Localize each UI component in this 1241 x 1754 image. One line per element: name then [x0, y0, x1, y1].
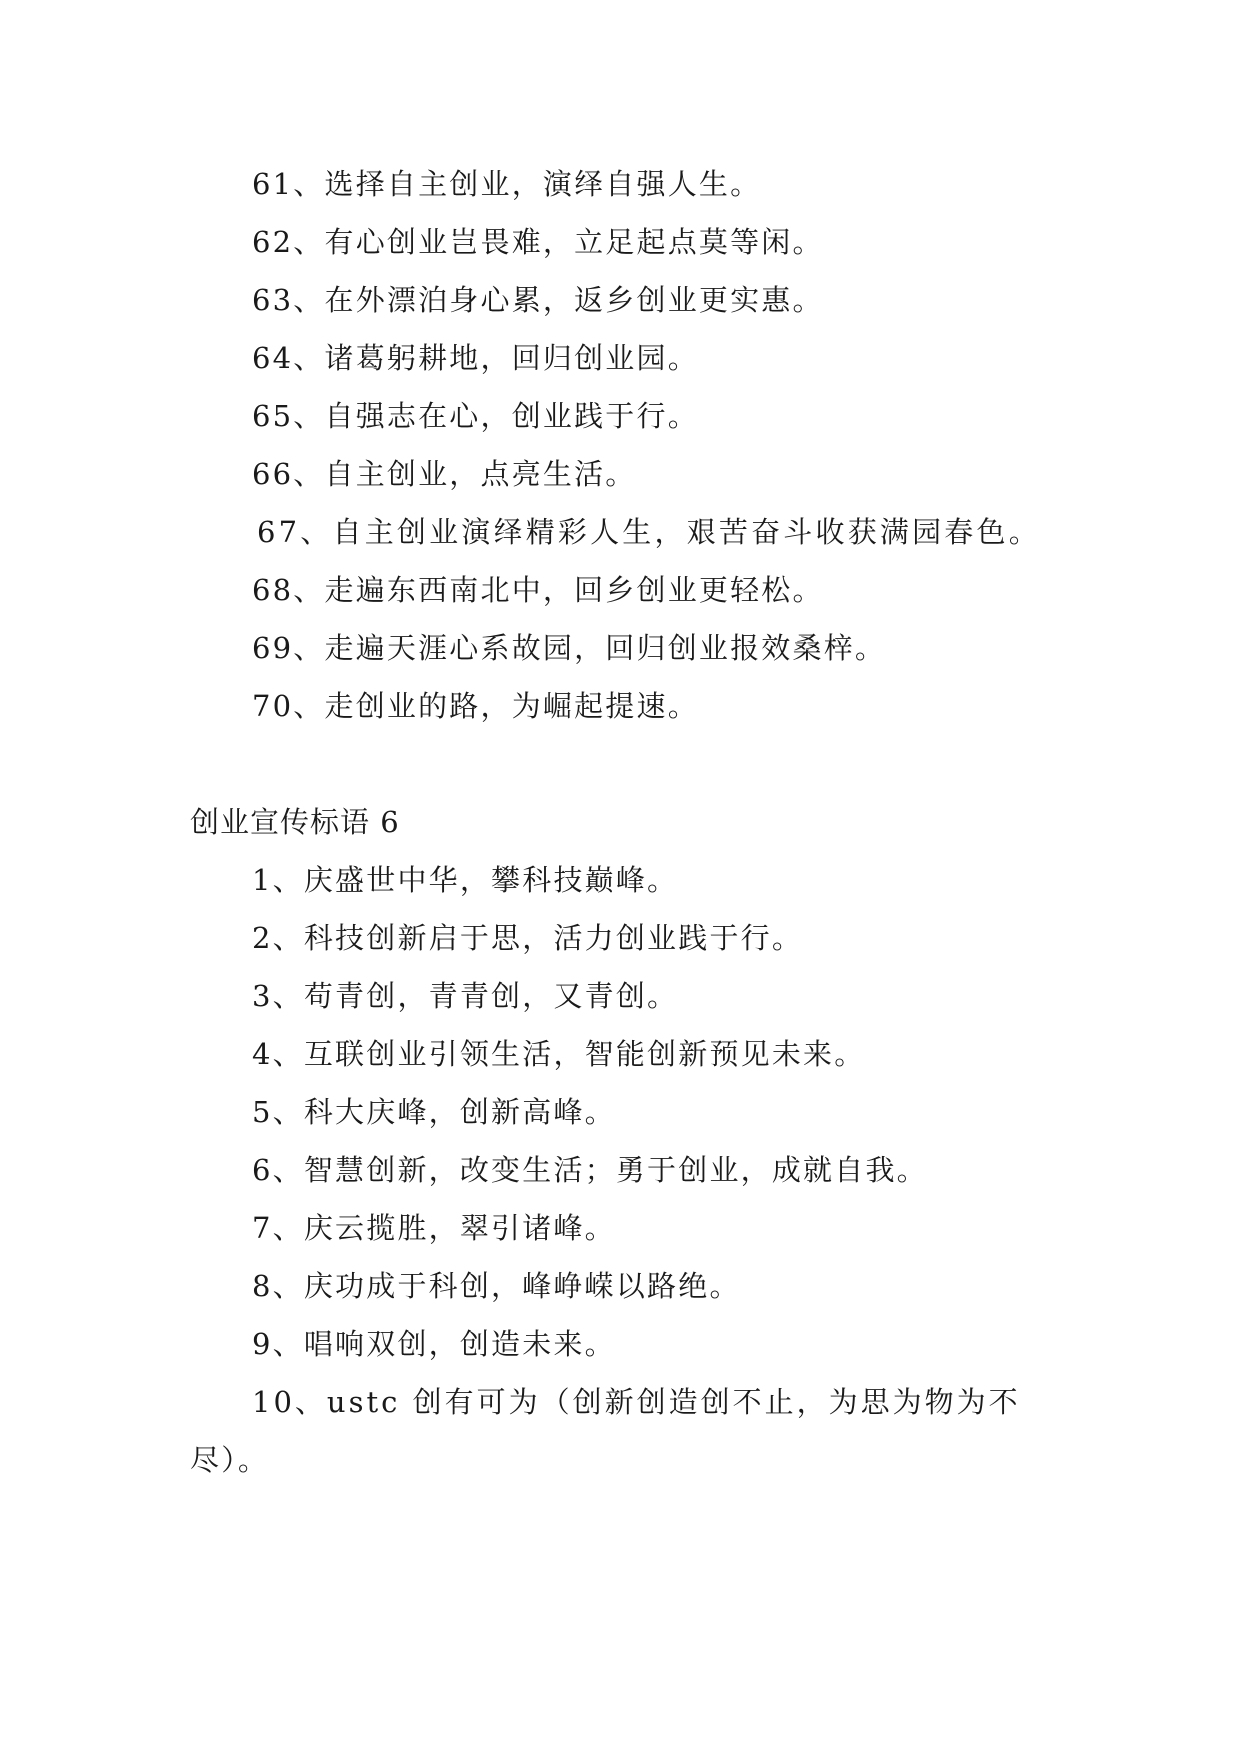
list-item: 4、互联创业引领生活，智能创新预见未来。 [252, 1037, 866, 1071]
list-item: 9、唱响双创，创造未来。 [252, 1327, 616, 1361]
section-title: 创业宣传标语 6 [190, 805, 400, 839]
list-item: 7、庆云揽胜，翠引诸峰。 [252, 1211, 616, 1245]
list-item: 61、选择自主创业，演绎自强人生。 [252, 167, 762, 201]
list-item: 6、智慧创新，改变生活；勇于创业，成就自我。 [252, 1153, 928, 1187]
list-item: 8、庆功成于科创，峰峥嵘以路绝。 [252, 1269, 741, 1303]
list-item: 68、走遍东西南北中，回乡创业更轻松。 [252, 573, 824, 607]
list-item: 1、庆盛世中华，攀科技巅峰。 [252, 863, 679, 897]
list-item: 64、诸葛躬耕地，回归创业园。 [252, 341, 699, 375]
list-item: 63、在外漂泊身心累，返乡创业更实惠。 [252, 283, 824, 317]
list-item: 67、自主创业演绎精彩人生，艰苦奋斗收获满园春色。 [257, 515, 1041, 549]
list-item: 2、科技创新启于思，活力创业践于行。 [252, 921, 804, 955]
list-item: 3、苟青创，青青创，又青创。 [252, 979, 679, 1013]
list-item: 66、自主创业，点亮生活。 [252, 457, 637, 491]
list-item: 70、走创业的路，为崛起提速。 [252, 689, 699, 723]
list-item-continuation: 尽）。 [190, 1443, 270, 1477]
list-item: 65、自强志在心，创业践于行。 [252, 399, 699, 433]
list-item: 62、有心创业岂畏难，立足起点莫等闲。 [252, 225, 824, 259]
list-item: 10、ustc 创有可为（创新创造创不止，为思为物为不 [252, 1385, 1021, 1419]
list-item: 69、走遍天涯心系故园，回归创业报效桑梓。 [252, 631, 887, 665]
list-item: 5、科大庆峰，创新高峰。 [252, 1095, 616, 1129]
